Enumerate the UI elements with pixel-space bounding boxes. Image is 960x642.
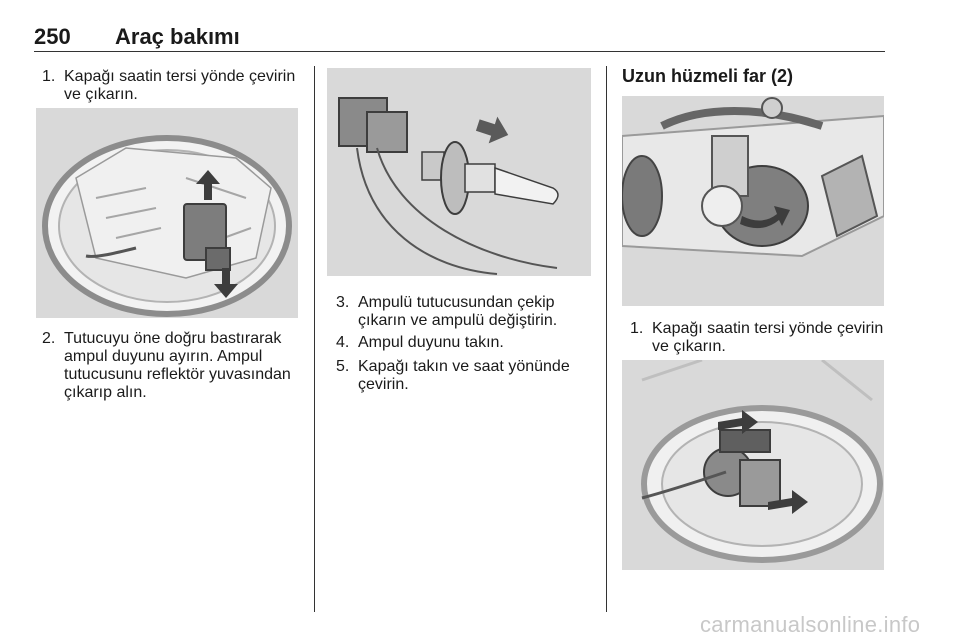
illustration-highbeam-cover — [622, 360, 884, 570]
step-line: ve çıkarın. — [652, 338, 726, 355]
step-line: ampul duyunu ayırın. Ampul — [64, 348, 263, 365]
step-line: Tutucuyu öne doğru bastırarak — [64, 330, 282, 347]
illustration-svg — [622, 96, 884, 306]
step-2-col1 — [42, 330, 307, 406]
step-line: Ampul duyunu takın. — [358, 334, 504, 351]
step-line: Kapağı takın ve saat yönünde — [358, 358, 570, 375]
step-line: Kapağı saatin tersi yönde çevirin — [64, 68, 296, 85]
step-1-col3 — [630, 320, 895, 360]
column-divider-right — [606, 66, 607, 612]
step-5-col2 — [336, 358, 601, 394]
header-rule — [34, 51, 885, 52]
step-line: Kapağı saatin tersi yönde çevirin — [652, 320, 884, 337]
step-1-col1 — [42, 68, 307, 108]
step-number: 1. — [630, 320, 644, 337]
step-3-col2 — [336, 294, 601, 330]
page-header — [0, 0, 960, 56]
step-number: 3. — [336, 294, 350, 311]
subsection-title: Uzun hüzmeli far (2) — [622, 66, 794, 86]
step-text — [652, 320, 883, 356]
step-line: çıkarın ve ampulü değiştirin. — [358, 312, 558, 329]
step-text — [64, 68, 295, 104]
watermark: carmanualsonline.info — [700, 612, 921, 637]
column-divider-left — [314, 66, 315, 612]
step-text — [358, 294, 557, 330]
illustration-svg — [36, 108, 298, 318]
step-line: Ampulü tutucusundan çekip — [358, 294, 555, 311]
step-line: ve çıkarın. — [64, 86, 138, 103]
step-4-col2 — [336, 334, 601, 352]
section-title: Araç bakımı — [115, 24, 240, 49]
step-number: 4. — [336, 334, 350, 351]
illustration-svg — [327, 68, 591, 276]
step-text — [358, 334, 504, 352]
step-number: 5. — [336, 358, 350, 375]
step-text — [64, 330, 291, 402]
step-number: 1. — [42, 68, 56, 85]
illustration-bulb-replacement — [327, 68, 591, 276]
step-line: çıkarıp alın. — [64, 384, 147, 401]
page-number: 250 — [34, 24, 71, 49]
illustration-svg — [622, 360, 884, 570]
illustration-headlamp-cover — [622, 96, 884, 306]
step-number: 2. — [42, 330, 56, 347]
illustration-cover-removal — [36, 108, 298, 318]
step-line: tutucusunu reflektör yuvasından — [64, 366, 291, 383]
step-line: çevirin. — [358, 376, 409, 393]
step-text — [358, 358, 570, 394]
